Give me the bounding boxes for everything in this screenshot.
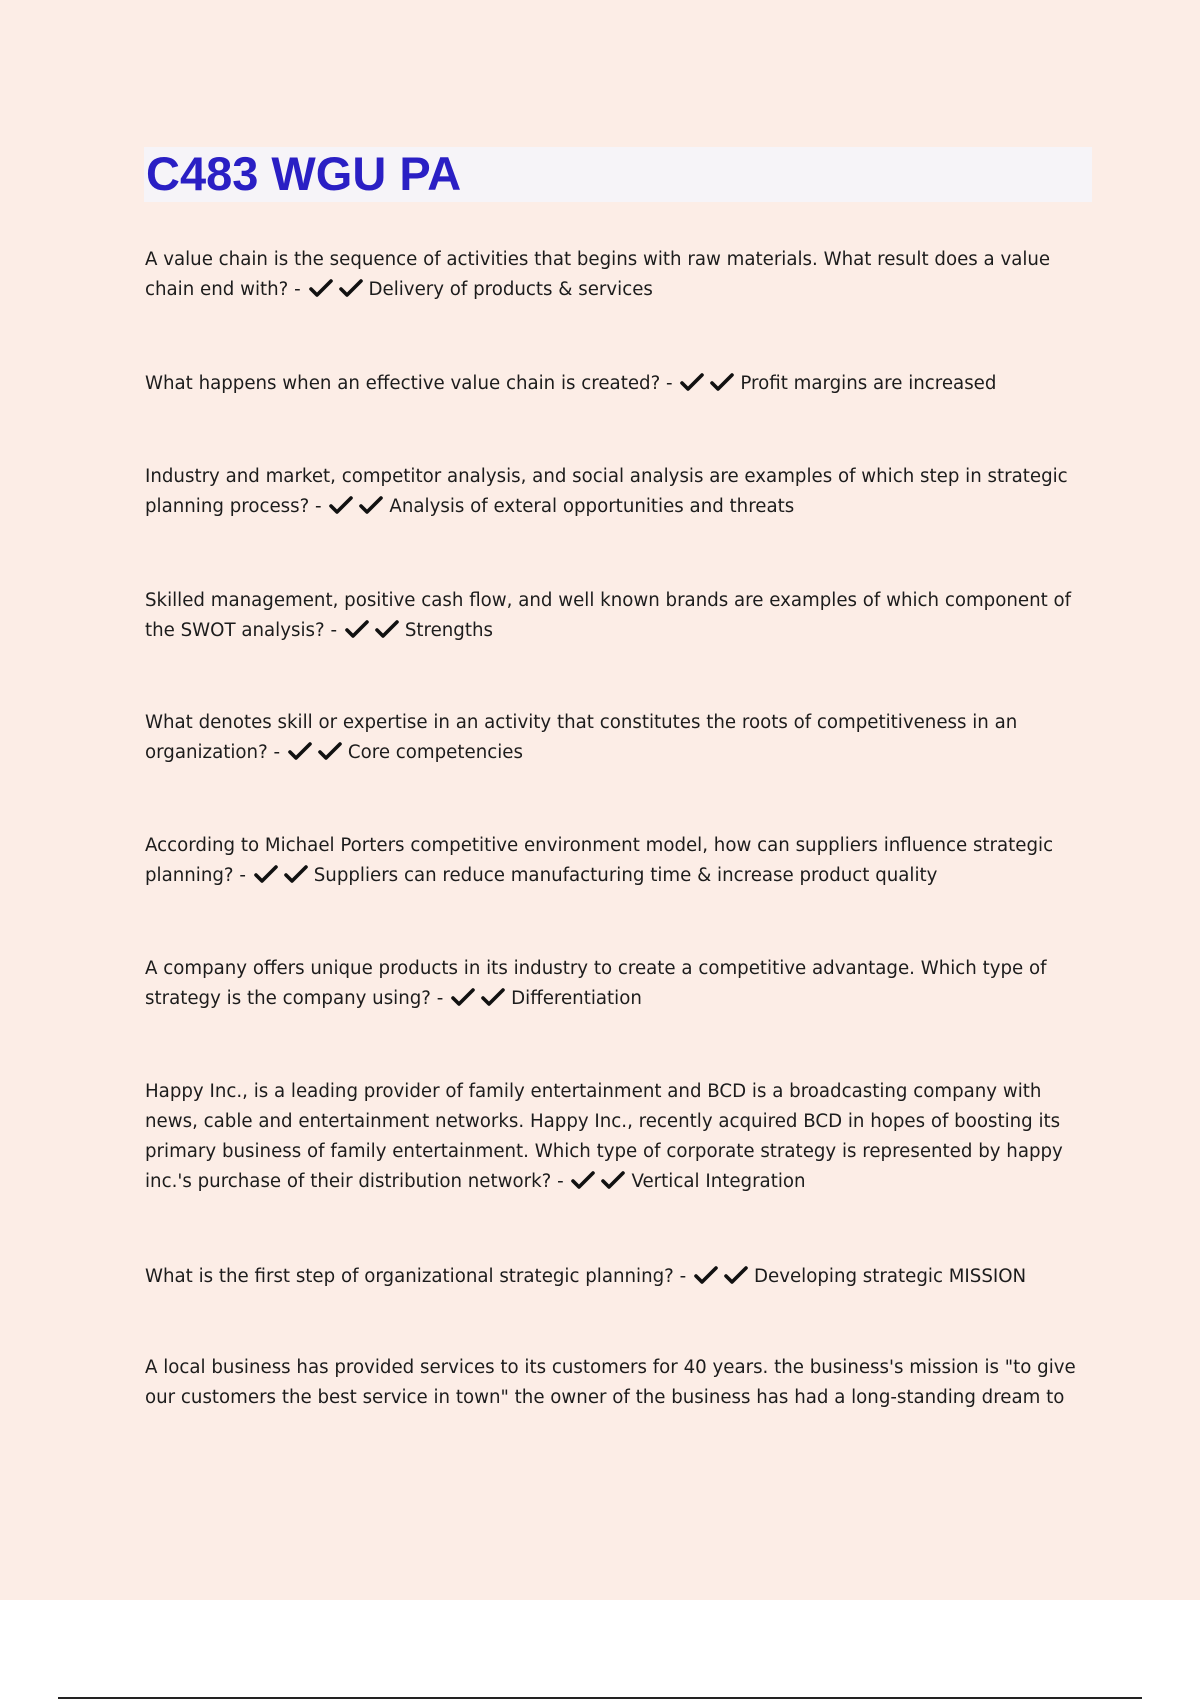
qa-item bbox=[145, 1262, 1095, 1292]
qa-answer: Delivery of products & services bbox=[368, 279, 653, 300]
qa-question: What denotes skill or expertise in an activity that constitutes the roots of competitiveness in an organization? bbox=[145, 712, 1018, 763]
check-icon bbox=[481, 987, 505, 1007]
qa-question: Happy Inc., is a leading provider of family entertainment and BCD is a broadcasting company with news, cable and entertainment networks. Happy Inc., recently acquired BCD in hopes of boosting its primary business of family entertainment. Which type of corporate strategy is represented by happy inc.'s purchase of their distribution network? bbox=[145, 1081, 1063, 1192]
qa-answer: Vertical Integration bbox=[631, 1171, 806, 1192]
qa-question: A company offers unique products in its industry to create a competitive advantage. Which type of strategy is the company using? bbox=[145, 958, 1047, 1009]
qa-separator: - bbox=[557, 1171, 564, 1192]
qa-question: What is the first step of organizational strategic planning? bbox=[145, 1266, 674, 1287]
check-icon bbox=[710, 372, 734, 392]
qa-question: Industry and market, competitor analysis, and social analysis are examples of which step in strategic planning process? bbox=[145, 466, 1068, 517]
qa-item bbox=[145, 708, 1095, 768]
qa-answer: Analysis of exteral opportunities and threats bbox=[389, 496, 795, 517]
check-icon bbox=[601, 1170, 625, 1190]
qa-separator: - bbox=[294, 279, 301, 300]
check-icon bbox=[375, 619, 399, 639]
qa-separator: - bbox=[315, 496, 322, 517]
qa-separator: - bbox=[679, 1266, 687, 1287]
qa-answer: Core competencies bbox=[347, 742, 523, 763]
qa-item bbox=[145, 831, 1095, 891]
check-icon bbox=[284, 864, 308, 884]
trailing-paragraph: A local business has provided services to its customers for 40 years. the business's mission is "to give our customers the best service in town" the owner of the business has had a long-standing dream to bbox=[145, 1357, 1076, 1408]
qa-separator: - bbox=[330, 620, 338, 641]
qa-item bbox=[145, 462, 1095, 522]
check-icon bbox=[288, 741, 312, 761]
check-icon bbox=[345, 619, 369, 639]
qa-item bbox=[145, 586, 1095, 646]
check-icon bbox=[451, 987, 475, 1007]
qa-separator: - bbox=[273, 742, 281, 763]
check-icon bbox=[359, 495, 383, 515]
qa-item bbox=[145, 954, 1095, 1014]
check-icon bbox=[694, 1265, 718, 1285]
check-icon bbox=[571, 1170, 595, 1190]
check-icon bbox=[318, 741, 342, 761]
qa-answer: Differentiation bbox=[511, 988, 642, 1009]
check-icon bbox=[309, 278, 333, 298]
check-icon bbox=[724, 1265, 748, 1285]
qa-answer: Strengths bbox=[404, 620, 493, 641]
check-icon bbox=[680, 372, 704, 392]
qa-question: According to Michael Porters competitive environment model, how can suppliers influence strategic planning? bbox=[145, 835, 1054, 886]
qa-answer: Profit margins are increased bbox=[740, 373, 997, 394]
document-title: C483 WGU PA bbox=[146, 147, 462, 200]
qa-item bbox=[145, 245, 1095, 305]
qa-item bbox=[145, 369, 1095, 399]
qa-question: Skilled management, positive cash flow, and well known brands are examples of which component of the SWOT analysis? bbox=[145, 590, 1072, 641]
qa-question: What happens when an effective value chain is created? bbox=[145, 373, 661, 394]
check-icon bbox=[254, 864, 278, 884]
qa-question: A value chain is the sequence of activities that begins with raw materials. What result does a value chain end with? bbox=[145, 249, 1051, 300]
qa-separator: - bbox=[666, 373, 673, 394]
qa-item bbox=[145, 1077, 1095, 1197]
check-icon bbox=[339, 278, 363, 298]
qa-separator: - bbox=[436, 988, 444, 1009]
qa-separator: - bbox=[239, 865, 246, 886]
qa-answer: Suppliers can reduce manufacturing time & increase product quality bbox=[313, 865, 938, 886]
qa-answer: Developing strategic MISSION bbox=[754, 1266, 1027, 1287]
check-icon bbox=[329, 495, 353, 515]
page-divider bbox=[58, 1697, 1142, 1699]
